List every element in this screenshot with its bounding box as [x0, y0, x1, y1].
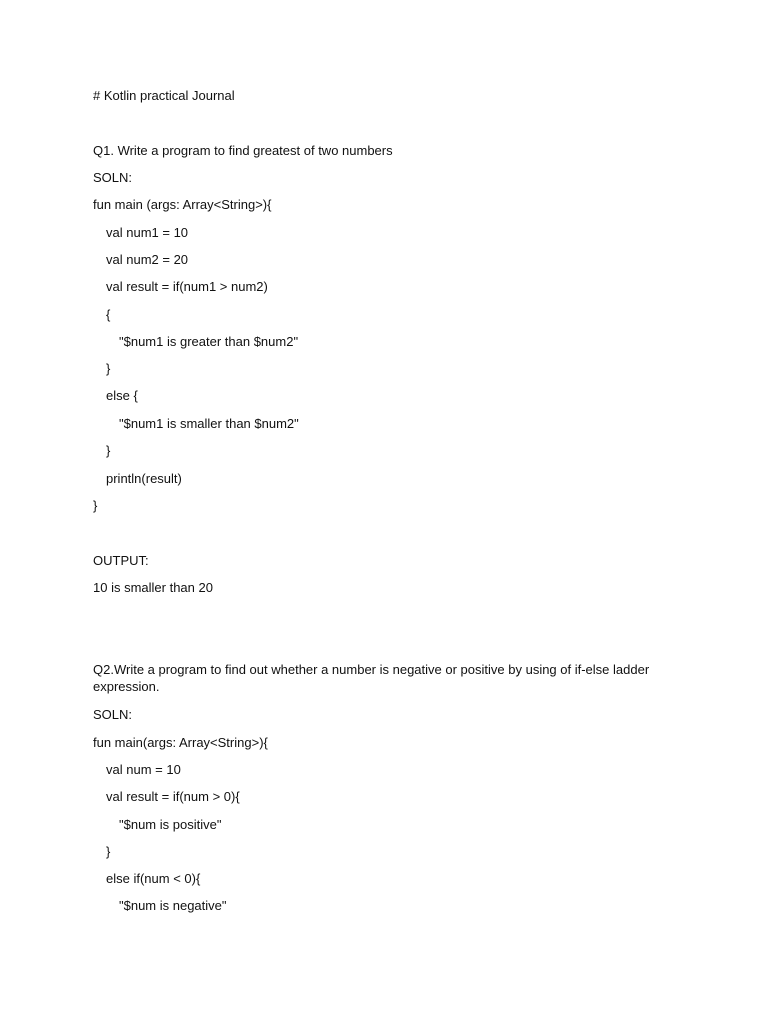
q1-code-line: val num1 = 10	[106, 225, 189, 240]
q1-code-line: {	[106, 307, 111, 322]
q2-code-line: "$num is negative"	[119, 898, 227, 913]
q1-question: Q1. Write a program to find greatest of two numbers	[93, 143, 393, 158]
q1-code-line: val result = if(num1 > num2)	[106, 279, 268, 294]
q2-code-line: "$num is positive"	[119, 817, 222, 832]
q1-code-line: }	[106, 443, 111, 458]
q1-code-line: else {	[106, 388, 138, 403]
q1-output-value: 10 is smaller than 20	[93, 580, 213, 595]
q2-code-line: val result = if(num > 0){	[106, 789, 240, 804]
q1-code-line: "$num1 is greater than $num2"	[119, 334, 299, 349]
q1-code-line: val num2 = 20	[106, 252, 189, 267]
q1-code-line: println(result)	[106, 471, 182, 486]
q1-code-line: "$num1 is smaller than $num2"	[119, 416, 299, 431]
q2-code-line: }	[106, 844, 111, 859]
q2-code-line: fun main(args: Array<String>){	[93, 735, 268, 750]
q1-code-line: }	[93, 498, 98, 513]
q2-code-line: else if(num < 0){	[106, 871, 201, 886]
document-title: # Kotlin practical Journal	[93, 88, 235, 103]
q1-soln-label: SOLN:	[93, 170, 133, 185]
q1-code-line: fun main (args: Array<String>){	[93, 197, 272, 212]
q2-question: Q2.Write a program to find out whether a number is negative or positive by using of if-else ladder expression.	[93, 662, 650, 694]
q2-code-line: val num = 10	[106, 762, 181, 777]
q1-code-line: }	[106, 361, 111, 376]
q2-soln-label: SOLN:	[93, 707, 133, 722]
q1-output-label: OUTPUT:	[93, 553, 149, 568]
